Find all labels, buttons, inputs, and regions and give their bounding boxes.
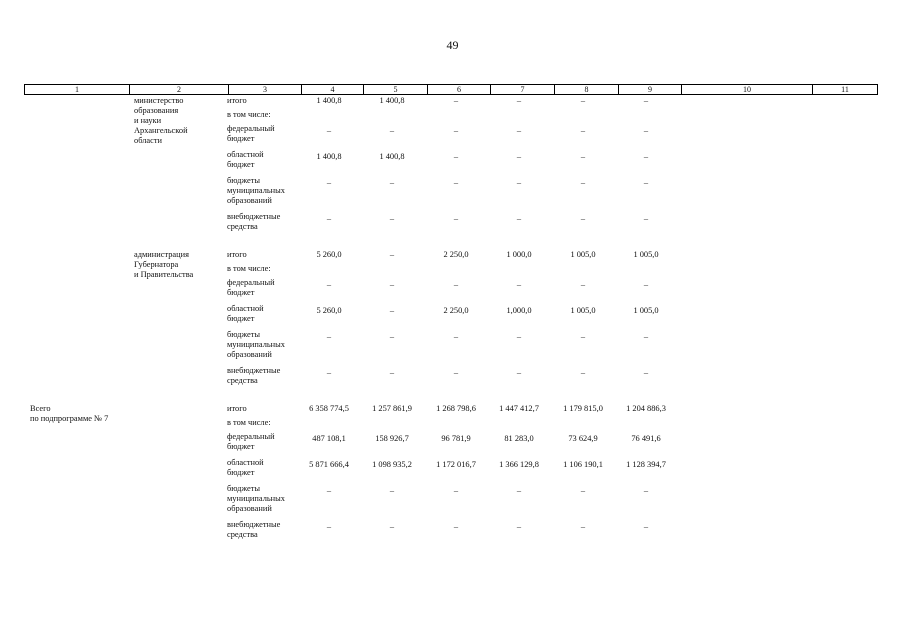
header-col-4: 4 (302, 85, 364, 95)
amount-cell: 1 005,0 (633, 250, 659, 259)
amount-cell: – (643, 126, 649, 135)
amount-cell: 1 005,0 (570, 250, 596, 259)
amount-cell: – (580, 214, 586, 223)
amount-cell: 1,000,0 (506, 306, 532, 315)
funding-source-label: федеральный бюджет (227, 124, 275, 143)
amount-cell: – (516, 332, 522, 341)
amount-cell: – (326, 486, 332, 495)
amount-cell: 1 128 394,7 (626, 460, 666, 469)
amount-cell: 1 400,8 (316, 96, 342, 105)
amount-cell: – (389, 332, 395, 341)
amount-cell: – (580, 152, 586, 161)
amount-cell: – (326, 214, 332, 223)
column-number-header (24, 84, 878, 95)
funding-source-label: областной бюджет (227, 458, 264, 477)
funding-source-label: федеральный бюджет (227, 278, 275, 297)
amount-cell: – (453, 280, 459, 289)
amount-cell: – (516, 522, 522, 531)
responsible-executor: министерство образования и науки Архангельской области (134, 96, 188, 145)
amount-cell: 1 257 861,9 (372, 404, 412, 413)
funding-source-label: бюджеты муниципальных образований (227, 176, 285, 205)
amount-cell: – (643, 96, 649, 105)
amount-cell: – (389, 522, 395, 531)
amount-cell: 1 172 016,7 (436, 460, 476, 469)
amount-cell: 1 204 886,3 (626, 404, 666, 413)
amount-cell: – (453, 522, 459, 531)
amount-cell: 6 358 774,5 (309, 404, 349, 413)
funding-source-label: федеральный бюджет (227, 432, 275, 451)
amount-cell: 1 366 129,8 (499, 460, 539, 469)
amount-cell: – (453, 368, 459, 377)
amount-cell: 1 400,8 (379, 152, 405, 161)
amount-cell: – (326, 178, 332, 187)
amount-cell: 2 250,0 (443, 306, 469, 315)
amount-cell: – (643, 214, 649, 223)
page-number: 49 (446, 38, 459, 52)
amount-cell: – (326, 332, 332, 341)
amount-cell: – (326, 280, 332, 289)
amount-cell: 158 926,7 (375, 434, 409, 443)
header-col-3: 3 (229, 85, 302, 95)
amount-cell: 73 624,9 (568, 434, 598, 443)
amount-cell: – (580, 96, 586, 105)
amount-cell: – (643, 486, 649, 495)
amount-cell: – (389, 214, 395, 223)
amount-cell: – (516, 214, 522, 223)
responsible-executor: администрация Губернатора и Правительства (134, 250, 194, 279)
amount-cell: – (453, 178, 459, 187)
amount-cell: 1 005,0 (633, 306, 659, 315)
header-col-8: 8 (555, 85, 619, 95)
amount-cell: – (453, 214, 459, 223)
amount-cell: 1 268 798,6 (436, 404, 476, 413)
amount-cell: – (516, 126, 522, 135)
amount-cell: – (643, 332, 649, 341)
funding-source-label: в том числе: (227, 264, 271, 273)
amount-cell: 96 781,9 (441, 434, 471, 443)
amount-cell: – (326, 126, 332, 135)
header-col-7: 7 (491, 85, 555, 95)
amount-cell: – (516, 178, 522, 187)
amount-cell: – (580, 368, 586, 377)
amount-cell: – (580, 178, 586, 187)
amount-cell: – (580, 126, 586, 135)
amount-cell: – (580, 280, 586, 289)
amount-cell: – (516, 280, 522, 289)
amount-cell: – (453, 126, 459, 135)
amount-cell: 2 250,0 (443, 250, 469, 259)
amount-cell: 76 491,6 (631, 434, 661, 443)
amount-cell: 5 871 666,4 (309, 460, 349, 469)
amount-cell: 1 447 412,7 (499, 404, 539, 413)
header-col-6: 6 (428, 85, 491, 95)
amount-cell: 1 000,0 (506, 250, 532, 259)
amount-cell: – (326, 522, 332, 531)
amount-cell: – (580, 522, 586, 531)
header-col-2: 2 (130, 85, 229, 95)
amount-cell: 5 260,0 (316, 250, 342, 259)
funding-source-label: в том числе: (227, 110, 271, 119)
header-col-1: 1 (25, 85, 130, 95)
amount-cell: – (453, 332, 459, 341)
amount-cell: 487 108,1 (312, 434, 346, 443)
header-col-11: 11 (813, 85, 878, 95)
amount-cell: – (389, 126, 395, 135)
funding-source-label: внебюджетные средства (227, 366, 281, 385)
amount-cell: – (453, 486, 459, 495)
header-col-10: 10 (682, 85, 813, 95)
amount-cell: 1 005,0 (570, 306, 596, 315)
amount-cell: 1 400,8 (379, 96, 405, 105)
amount-cell: – (516, 152, 522, 161)
funding-source-label: бюджеты муниципальных образований (227, 330, 285, 359)
amount-cell: – (516, 96, 522, 105)
funding-source-label: итого (227, 404, 247, 413)
amount-cell: – (453, 96, 459, 105)
amount-cell: – (643, 280, 649, 289)
row-group-title: Всего по подпрограмме № 7 (30, 404, 109, 423)
amount-cell: – (389, 280, 395, 289)
amount-cell: – (389, 306, 395, 315)
funding-source-label: областной бюджет (227, 150, 264, 169)
amount-cell: 1 106 190,1 (563, 460, 603, 469)
funding-source-label: внебюджетные средства (227, 212, 281, 231)
header-col-5: 5 (364, 85, 428, 95)
amount-cell: – (580, 332, 586, 341)
funding-source-label: областной бюджет (227, 304, 264, 323)
funding-source-label: итого (227, 96, 247, 105)
amount-cell: – (516, 486, 522, 495)
header-col-9: 9 (619, 85, 682, 95)
amount-cell: – (389, 368, 395, 377)
amount-cell: – (389, 178, 395, 187)
amount-cell: – (643, 152, 649, 161)
amount-cell: – (389, 486, 395, 495)
funding-source-label: бюджеты муниципальных образований (227, 484, 285, 513)
amount-cell: 5 260,0 (316, 306, 342, 315)
amount-cell: 1 179 815,0 (563, 404, 603, 413)
amount-cell: 1 400,8 (316, 152, 342, 161)
amount-cell: – (580, 486, 586, 495)
amount-cell: – (643, 178, 649, 187)
amount-cell: – (643, 522, 649, 531)
amount-cell: – (453, 152, 459, 161)
amount-cell: – (389, 250, 395, 259)
funding-source-label: в том числе: (227, 418, 271, 427)
amount-cell: – (326, 368, 332, 377)
funding-source-label: внебюджетные средства (227, 520, 281, 539)
funding-source-label: итого (227, 250, 247, 259)
amount-cell: 81 283,0 (504, 434, 534, 443)
amount-cell: – (643, 368, 649, 377)
amount-cell: 1 098 935,2 (372, 460, 412, 469)
amount-cell: – (516, 368, 522, 377)
